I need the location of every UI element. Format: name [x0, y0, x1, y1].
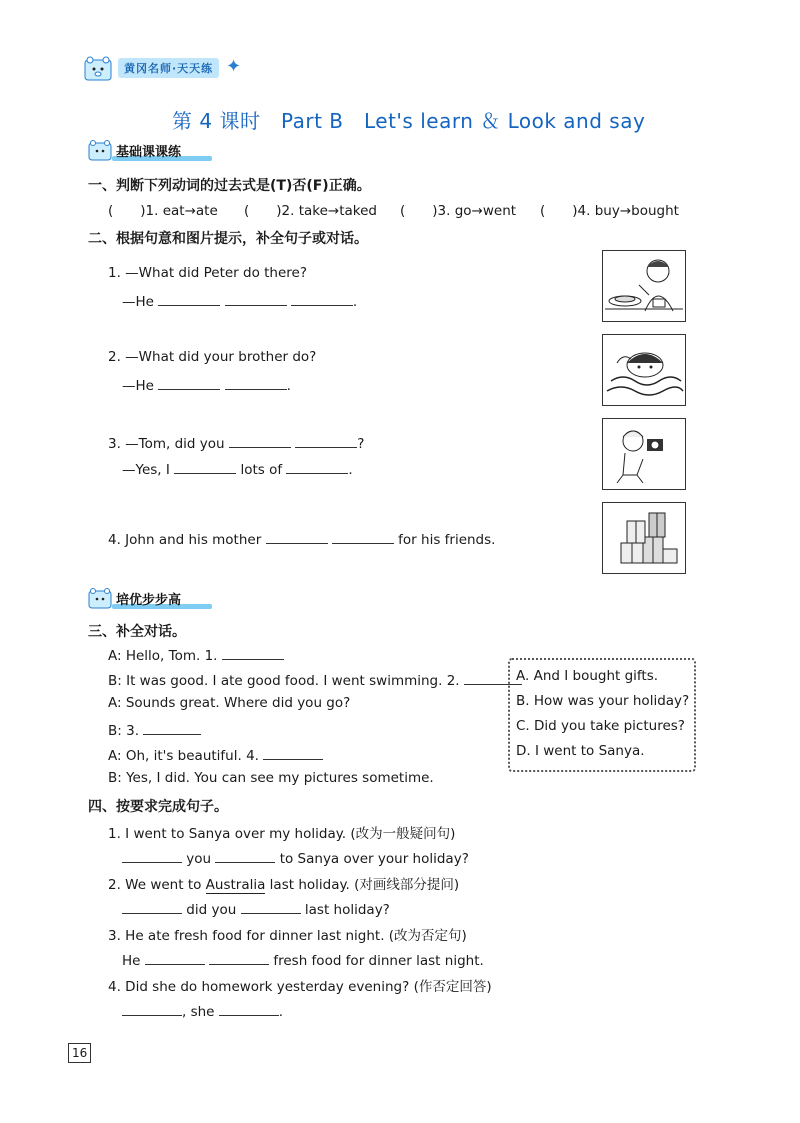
answer-prefix: He: [122, 953, 141, 969]
question-prefix: 2. We went to: [108, 877, 206, 893]
answer-prefix: —He: [122, 378, 154, 394]
q4-item2-question: [108, 873, 459, 893]
blank[interactable]: [241, 899, 301, 914]
blank[interactable]: [222, 645, 284, 660]
blank[interactable]: [122, 848, 182, 863]
blank[interactable]: [219, 1001, 279, 1016]
option-c: C. Did you take pictures?: [516, 718, 685, 734]
q1-item-1: ( )1. eat→ate: [108, 203, 218, 219]
question-prefix: 3. —Tom, did you: [108, 436, 225, 452]
answer-prefix: —Yes, I: [122, 462, 170, 478]
q1-item-3: ( )3. go→went: [400, 203, 517, 219]
q1-heading: 一、判断下列动词的过去式是(T)否(F)正确。: [88, 178, 371, 194]
section-banner-basic: [88, 140, 218, 162]
photographer-picture: [602, 418, 686, 490]
answer-end: to Sanya over your holiday?: [279, 851, 469, 867]
swimming-picture: [602, 334, 686, 406]
bear-icon: [88, 586, 114, 610]
options-box: [508, 658, 696, 772]
q4-item1-question: 1. I went to Sanya over my holiday. (改为一般疑问句): [108, 826, 456, 842]
banner-label: 基础课课练: [116, 145, 182, 160]
q2-item2-answer: [122, 375, 291, 394]
q4-item4-answer: [122, 1001, 283, 1020]
bear-icon: [88, 138, 114, 162]
q4-item4-question: 4. Did she do homework yesterday evening? (作否定回答): [108, 979, 492, 995]
punct: .: [278, 1004, 284, 1020]
eating-boy-picture: [602, 250, 686, 322]
dialog-text: B: 3.: [108, 723, 139, 739]
q1-item-2: ( )2. take→taked: [244, 203, 378, 219]
blank[interactable]: [122, 899, 182, 914]
punct: .: [352, 294, 358, 310]
q3-line-2: [108, 670, 522, 689]
blank[interactable]: [225, 291, 287, 306]
blank[interactable]: [291, 291, 353, 306]
answer-end: last holiday?: [304, 902, 390, 918]
header-logo: [84, 54, 254, 86]
q3-line-3: A: Sounds great. Where did you go?: [108, 695, 351, 711]
dialog-text: A: Hello, Tom. 1.: [108, 648, 218, 664]
blank[interactable]: [215, 848, 275, 863]
option-a: A. And I bought gifts.: [516, 668, 659, 684]
option-d: D. I went to Sanya.: [516, 743, 645, 759]
page-title: 第 4 课时 Part B Let's learn ＆ Look and say: [172, 109, 646, 133]
gifts-picture: [602, 502, 686, 574]
blank[interactable]: [209, 950, 269, 965]
q3-line-1: [108, 645, 284, 664]
section-banner-advanced: [88, 588, 218, 610]
answer-mid: lots of: [240, 462, 283, 478]
q1-item-4: ( )4. buy→bought: [540, 203, 679, 219]
dialog-text: A: Oh, it's beautiful. 4.: [108, 748, 259, 764]
q4-item3-answer: [122, 950, 484, 969]
q2-item4: [108, 529, 495, 548]
answer-mid: did you: [186, 902, 237, 918]
blank[interactable]: [158, 291, 220, 306]
blank[interactable]: [295, 433, 357, 448]
blank[interactable]: [158, 375, 220, 390]
blank[interactable]: [286, 459, 348, 474]
sentence-prefix: 4. John and his mother: [108, 532, 262, 548]
q2-item1-question: 1. —What did Peter do there?: [108, 265, 308, 281]
q4-item3-question: 3. He ate fresh food for dinner last night. (改为否定句): [108, 928, 467, 944]
q2-heading: 二、根据句意和图片提示，补全句子或对话。: [88, 231, 368, 247]
blank[interactable]: [174, 459, 236, 474]
blank[interactable]: [263, 745, 323, 760]
blank[interactable]: [266, 529, 328, 544]
page-number: 16: [68, 1043, 91, 1063]
blank[interactable]: [122, 1001, 182, 1016]
dialog-text: B: It was good. I ate good food. I went swimming. 2.: [108, 673, 460, 689]
blank[interactable]: [229, 433, 291, 448]
blank[interactable]: [145, 950, 205, 965]
q4-heading: 四、按要求完成句子。: [88, 799, 228, 815]
star-icon: ✦: [226, 56, 242, 77]
blank[interactable]: [332, 529, 394, 544]
question-suffix: last holiday. (对画线部分提问): [265, 877, 460, 893]
sentence-suffix: for his friends.: [398, 532, 496, 548]
q2-item3-answer: [122, 459, 353, 478]
series-label: 黄冈名师·天天练: [118, 58, 219, 78]
q2-item2-question: 2. —What did your brother do?: [108, 349, 317, 365]
option-b: B. How was your holiday?: [516, 693, 690, 709]
answer-end: fresh food for dinner last night.: [273, 953, 484, 969]
q4-item2-answer: [122, 899, 390, 918]
q4-item1-answer: [122, 848, 469, 867]
q2-item1-answer: [122, 291, 357, 310]
punct: .: [286, 378, 291, 394]
punct: .: [348, 462, 353, 478]
punct: ?: [357, 436, 365, 452]
blank[interactable]: [225, 375, 287, 390]
answer-mid: , she: [182, 1004, 215, 1020]
q2-item3-question: [108, 433, 364, 452]
bear-icon: [84, 54, 114, 82]
q3-line-6: B: Yes, I did. You can see my pictures sometime.: [108, 770, 434, 786]
answer-mid: you: [186, 851, 212, 867]
q3-heading: 三、补全对话。: [88, 624, 186, 640]
q3-line-4: [108, 720, 201, 739]
q3-line-5: [108, 745, 323, 764]
blank[interactable]: [143, 720, 201, 735]
banner-label: 培优步步高: [116, 593, 182, 608]
answer-prefix: —He: [122, 294, 154, 310]
underlined-word: Australia: [205, 877, 266, 893]
